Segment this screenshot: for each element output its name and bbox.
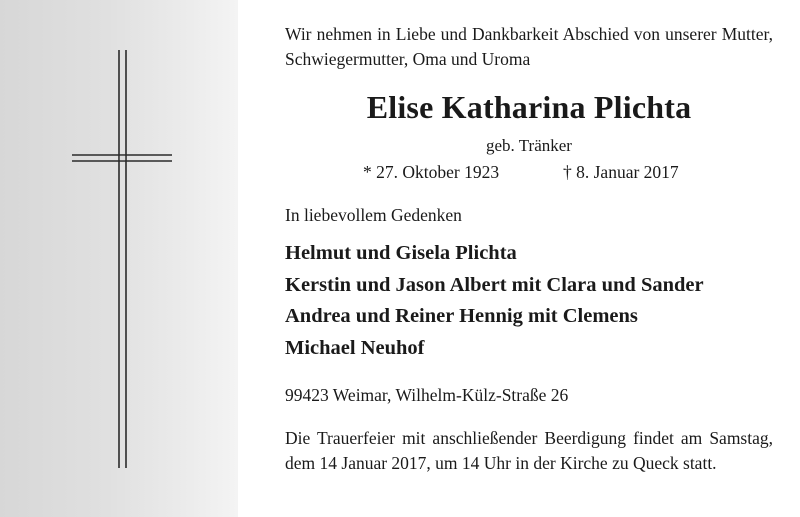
side-panel bbox=[0, 0, 238, 517]
maiden-name: geb. Tränker bbox=[486, 136, 572, 155]
family-member: Kerstin und Jason Albert mit Clara und Sander bbox=[285, 273, 704, 296]
family-member: Helmut und Gisela Plichta bbox=[285, 242, 517, 264]
address: 99423 Weimar, Wilhelm-Külz-Straße 26 bbox=[285, 385, 569, 405]
birth-date: * 27. Oktober 1923 bbox=[363, 162, 500, 182]
funeral-service-info: Die Trauerfeier mit anschließender Beerdigung findet am Samstag, dem 14 Januar 2017, um 14 Uhr in der Kirche zu Queck statt. bbox=[285, 428, 773, 473]
family-member: Michael Neuhof bbox=[285, 336, 425, 359]
latin-cross-icon bbox=[72, 50, 172, 468]
notice-content bbox=[285, 0, 773, 517]
death-date: † 8. Januar 2017 bbox=[563, 162, 679, 182]
family-member: Andrea und Reiner Hennig mit Clemens bbox=[285, 305, 638, 327]
memory-line: In liebevollem Gedenken bbox=[285, 205, 462, 225]
family-list bbox=[285, 238, 704, 364]
deceased-name: Elise Katharina Plichta bbox=[366, 89, 692, 125]
intro-text: Wir nehmen in Liebe und Dankbarkeit Abschied von unserer Mutter, Schwiegermutter, Oma und Uroma bbox=[285, 24, 773, 69]
